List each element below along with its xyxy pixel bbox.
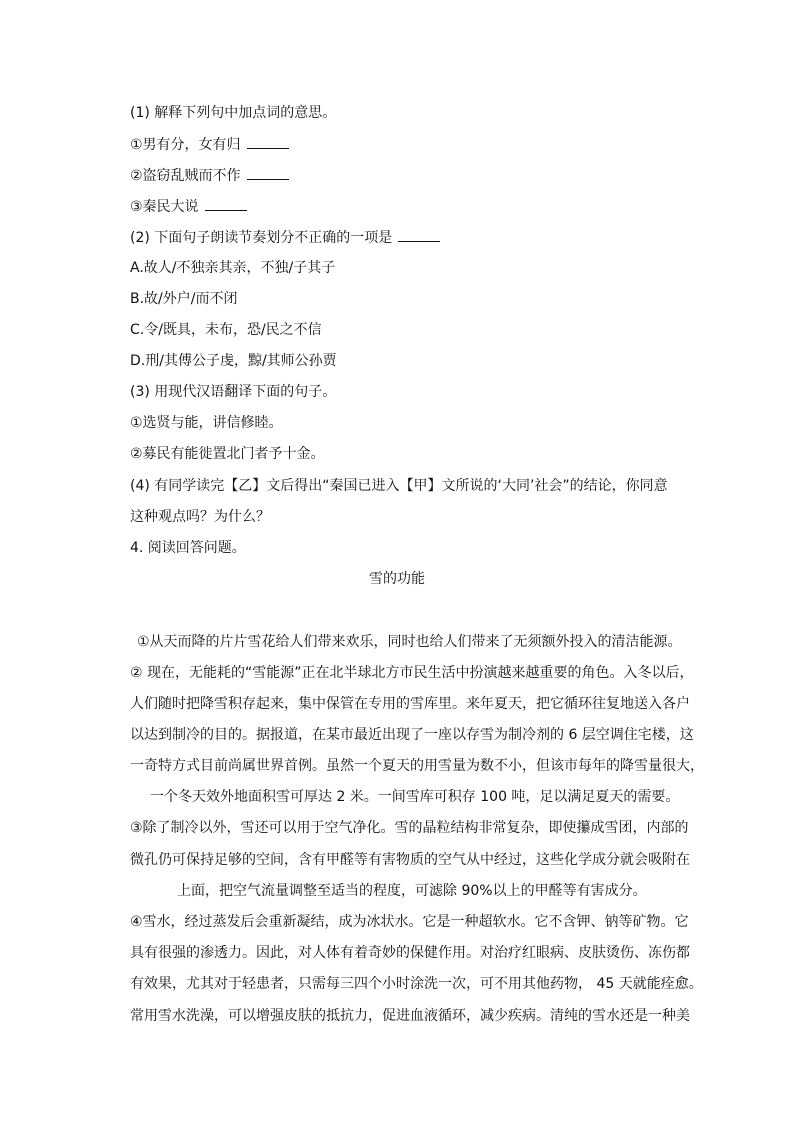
question-2-option-b: B.故/外户/而不闭 <box>130 291 238 307</box>
question-3-prompt: (3) 用现代汉语翻译下面的句子。 <box>130 384 337 400</box>
question-2-option-c: C.令/既具，未布，恐/民之不信 <box>130 322 322 338</box>
article-line: ①从天而降的片片雪花给人们带来欢乐，同时也给人们带来了无须额外投入的清洁能源。 <box>137 634 682 650</box>
question-2-option-a: A.故人/不独亲其亲，不独/子其子 <box>130 260 336 276</box>
question-1-item-a <box>130 134 289 155</box>
article-line: ④雪水，经过蒸发后会重新凝结，成为冰状水。它是一种超软水。它不含钾、钠等矿物。它 <box>130 914 689 930</box>
article-line: 以达到制冷的目的。据报道，在某市最近出现了一座以存雪为制冷剂的 6 层空调住宅楼，这 <box>130 727 694 743</box>
section-4-heading: 4. 阅读回答问题。 <box>130 540 246 556</box>
question-4-line-2: 这种观点吗？为什么？ <box>130 509 270 525</box>
question-3-item-a: ①选贤与能，讲信修睦。 <box>130 415 283 431</box>
answer-blank[interactable] <box>247 134 289 149</box>
question-2-text: (2) 下面句子朗读节奏划分不正确的一项是 <box>130 230 393 246</box>
question-1-item-c-text: ③秦民大说 <box>130 199 199 215</box>
question-1-item-c <box>130 196 247 217</box>
answer-blank[interactable] <box>205 196 247 211</box>
answer-blank[interactable] <box>398 227 440 242</box>
question-3-item-b: ②募民有能徙置北门者予十金。 <box>130 446 325 462</box>
question-1-item-b-text: ②盗窃乱贼而不作 <box>130 168 241 184</box>
question-2-option-d: D.刑/其傅公子虔，黥/其师公孙贾 <box>130 353 337 369</box>
article-line: 人们随时把降雪积存起来，集中保管在专用的雪库里。来年夏天，把它循环往复地送入各户 <box>130 696 690 712</box>
article-title: 雪的功能 <box>369 571 425 587</box>
article-line: 常用雪水洗澡，可以增强皮肤的抵抗力，促进血液循环，减少疾病。清纯的雪水还是一种美 <box>130 1008 690 1024</box>
article-line: ③除了制冷以外，雪还可以用于空气净化。雪的晶粒结构非常复杂，即使攥成雪团，内部的 <box>130 820 689 836</box>
article-line: ② 现在，无能耗的“雪能源”正在北半球北方市民生活中扮演越来越重要的角色。入冬以后， <box>130 665 694 681</box>
question-4-line-1: (4) 有同学读完【乙】文后得出“秦国已进入【甲】文所说的‘大同’社会”的结论，你同意 <box>130 478 668 494</box>
article-line: 一奇特方式目前尚属世界首例。虽然一个夏天的用雪量为数不小，但该市每年的降雪量很大， <box>130 758 704 774</box>
question-1-item-b <box>130 165 289 186</box>
article-line: 微孔仍可保持足够的空间，含有甲醛等有害物质的空气从中经过，这些化学成分就会吸附在 <box>130 852 690 868</box>
article-line: 有效果，尤其对于轻患者，只需每三四个小时涂洗一次，可不用其他药物， 45 天就能痊愈。 <box>130 976 703 992</box>
article-line: 具有很强的渗透力。因此，对人体有着奇妙的保健作用。对治疗红眼病、皮肤烫伤、冻伤都 <box>130 945 690 961</box>
article-line: 一个冬天效外地面积雪可厚达 2 米。一间雪库可积存 100 吨，足以满足夏天的需要。 <box>150 789 680 805</box>
question-1-prompt: (1) 解释下列句中加点词的意思。 <box>130 105 337 121</box>
question-1-item-a-text: ①男有分，女有归 <box>130 137 241 153</box>
article-line: 上面，把空气流量调整至适当的程度，可滤除 90%以上的甲醛等有害成分。 <box>177 883 647 899</box>
answer-blank[interactable] <box>247 165 289 180</box>
question-2-prompt <box>130 227 440 248</box>
